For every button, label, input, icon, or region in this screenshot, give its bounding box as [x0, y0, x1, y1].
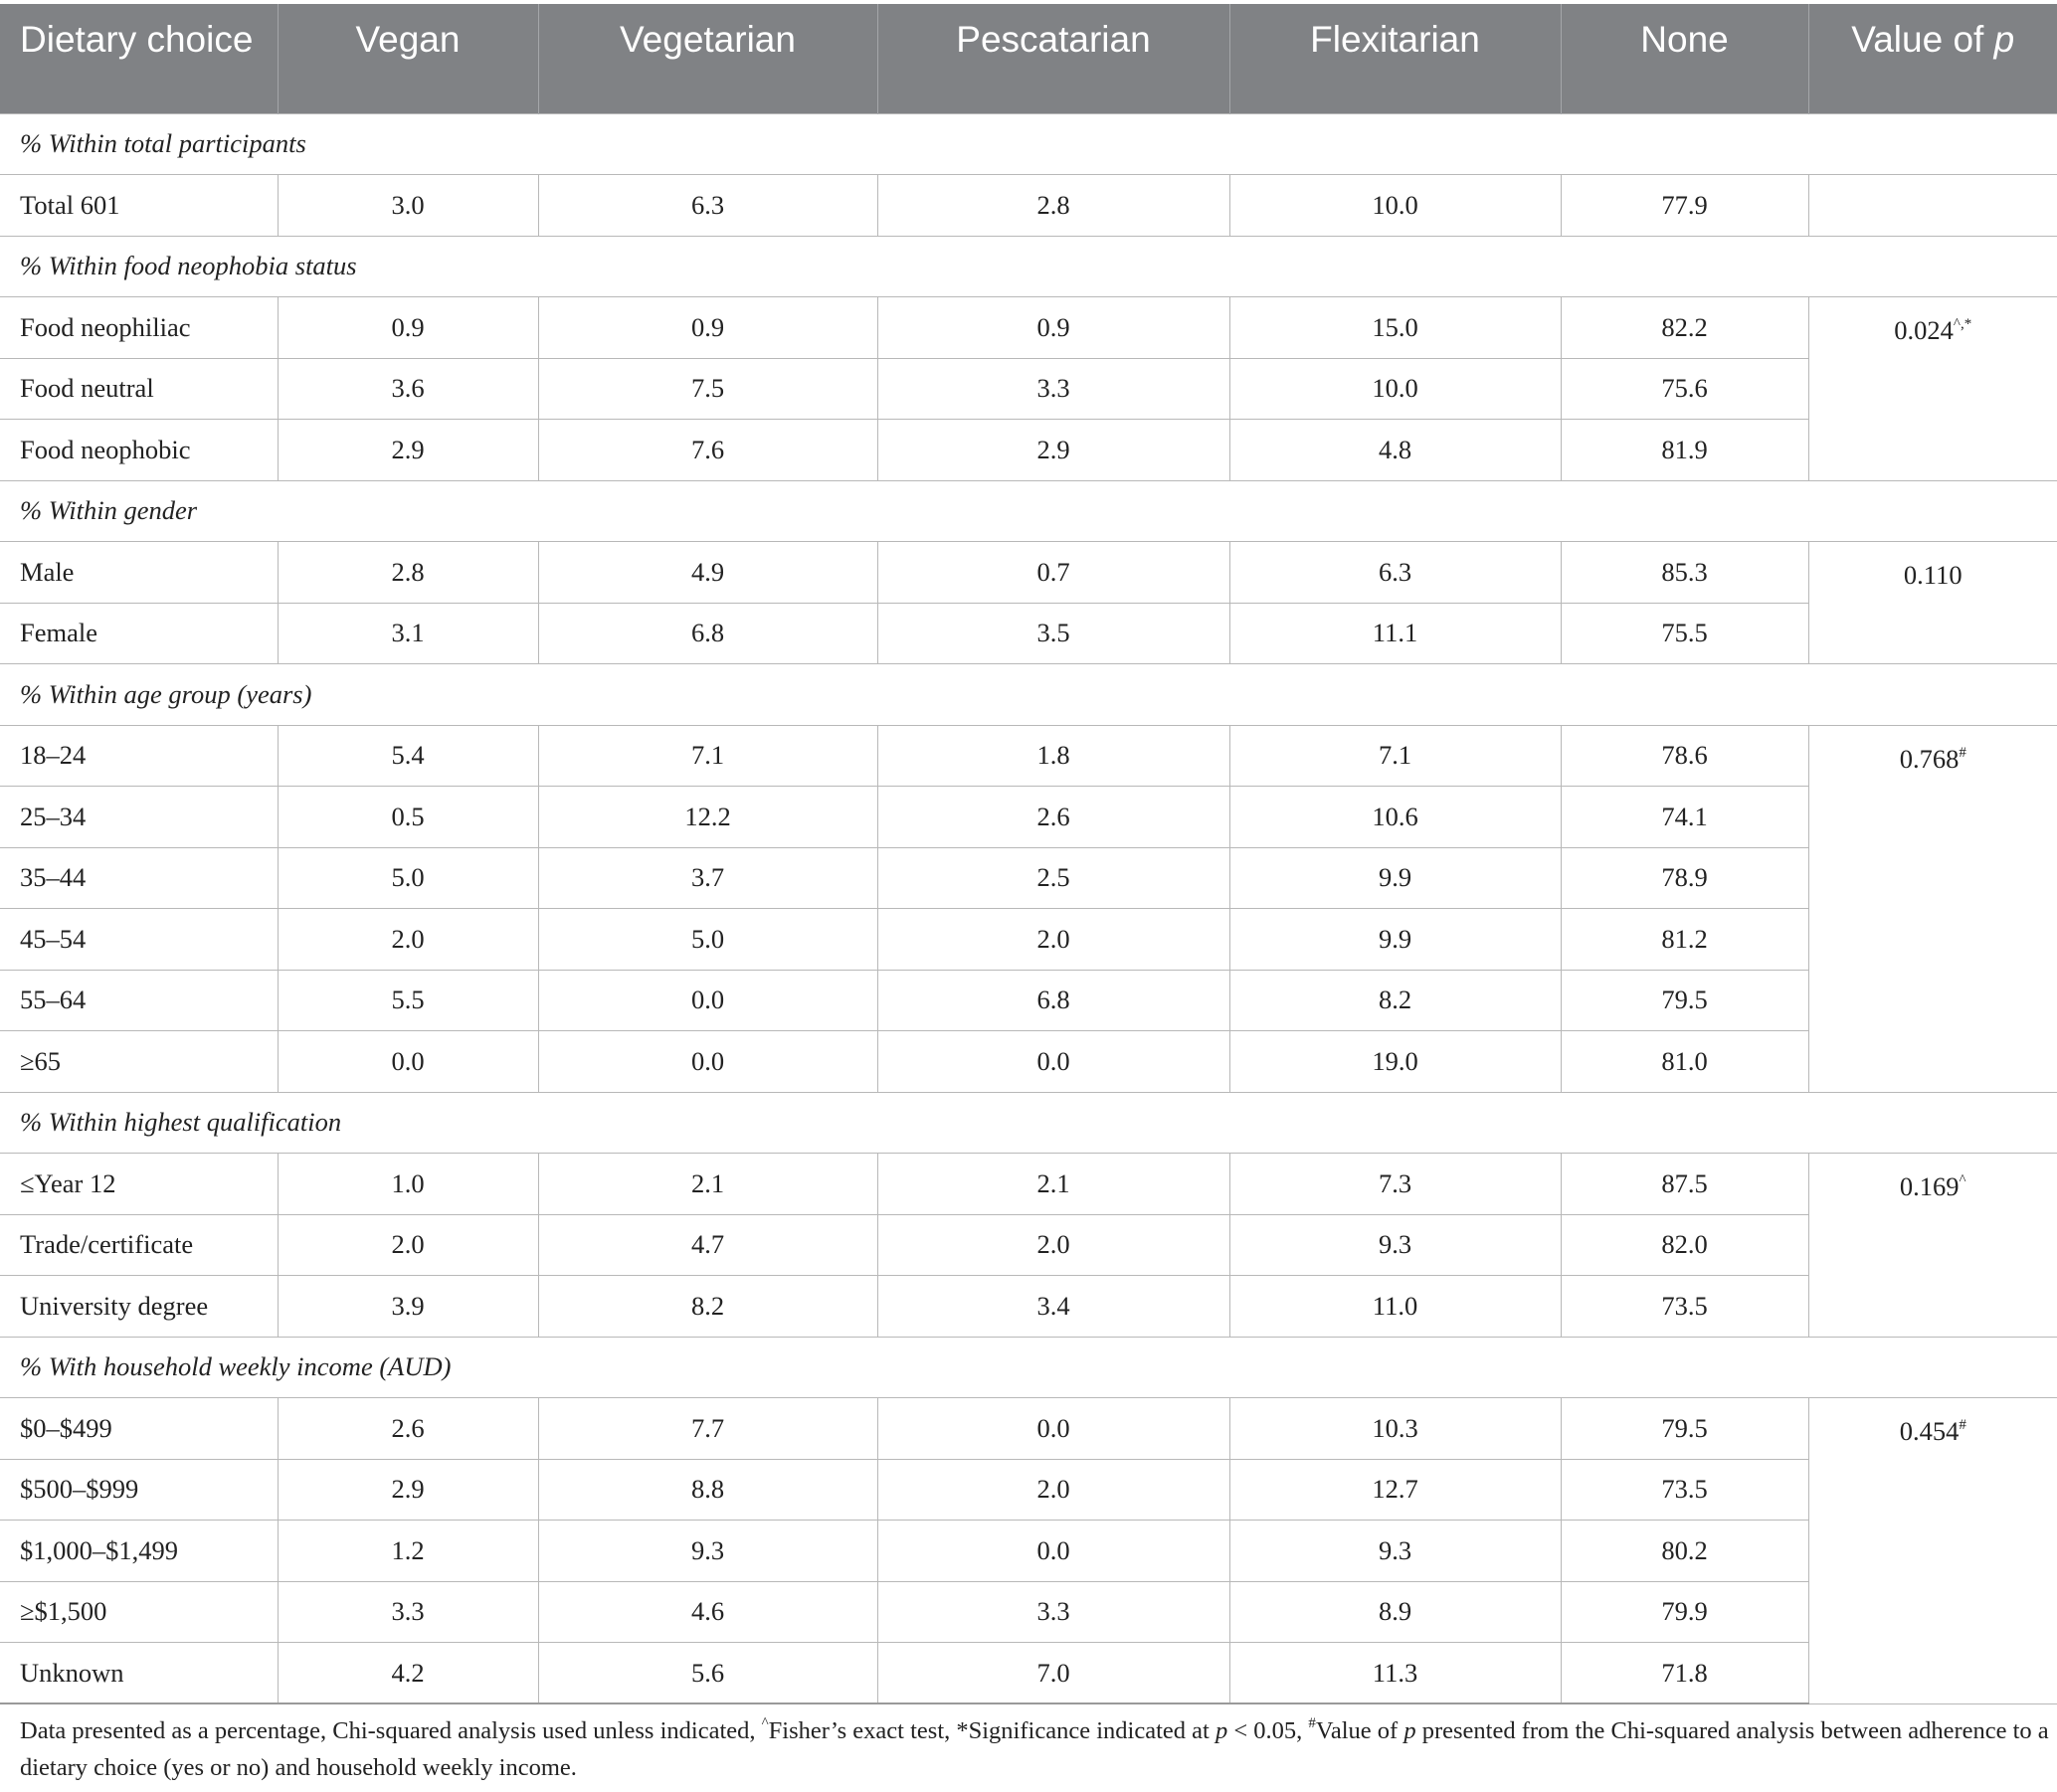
footnote-text-5: presented from the Chi-squared analysis between adherence to a dietary choice (yes or no) and household weekly income.: [20, 1717, 2049, 1781]
cell-none: 79.9: [1561, 1581, 1808, 1643]
footnote-sup-hash: #: [1308, 1715, 1316, 1731]
p-value-cell: [1808, 297, 2057, 481]
cell-pescatarian: 7.0: [877, 1643, 1229, 1704]
cell-pescatarian: 2.6: [877, 787, 1229, 848]
table-body: [0, 113, 2057, 1703]
row-label: ≥$1,500: [0, 1581, 278, 1643]
p-value-marker: ^: [1959, 1172, 1966, 1188]
cell-pescatarian: 3.3: [877, 1581, 1229, 1643]
cell-vegan: 2.9: [278, 1459, 538, 1521]
cell-pescatarian: 0.0: [877, 1521, 1229, 1582]
section-row: [0, 664, 2057, 726]
cell-vegan: 3.1: [278, 603, 538, 664]
row-label: $1,000–$1,499: [0, 1521, 278, 1582]
row-label: 55–64: [0, 970, 278, 1031]
cell-pescatarian: 6.8: [877, 970, 1229, 1031]
cell-flexitarian: 12.7: [1229, 1459, 1561, 1521]
cell-vegetarian: 6.8: [538, 603, 877, 664]
section-row: [0, 236, 2057, 297]
header-p-prefix: Value of: [1851, 19, 1994, 60]
footnote-text-4: Value of: [1315, 1717, 1404, 1744]
row-label: Food neutral: [0, 358, 278, 420]
header-p-value: [1808, 4, 2057, 113]
cell-flexitarian: 11.1: [1229, 603, 1561, 664]
table-row: [0, 542, 2057, 604]
p-value-marker: #: [1959, 1417, 1966, 1433]
p-value: 0.768: [1899, 743, 1960, 774]
row-label: Food neophobic: [0, 420, 278, 481]
cell-vegan: 3.6: [278, 358, 538, 420]
row-label: Male: [0, 542, 278, 604]
cell-vegan: 0.9: [278, 297, 538, 359]
row-label: Total 601: [0, 175, 278, 237]
cell-vegan: 2.0: [278, 909, 538, 971]
table-row: [0, 420, 2057, 481]
cell-none: 81.0: [1561, 1031, 1808, 1093]
table-row: [0, 358, 2057, 420]
cell-none: 87.5: [1561, 1154, 1808, 1215]
p-value: 0.024: [1894, 315, 1954, 345]
cell-flexitarian: 10.3: [1229, 1398, 1561, 1460]
cell-none: 75.6: [1561, 358, 1808, 420]
cell-vegetarian: 4.6: [538, 1581, 877, 1643]
row-label: 18–24: [0, 725, 278, 787]
cell-pescatarian: 2.0: [877, 1459, 1229, 1521]
cell-none: 78.9: [1561, 847, 1808, 909]
footnote-sup-caret: ^: [761, 1715, 769, 1731]
p-value: 0.169: [1899, 1171, 1960, 1201]
cell-vegan: 5.5: [278, 970, 538, 1031]
cell-pescatarian: 0.0: [877, 1031, 1229, 1093]
cell-vegetarian: 8.2: [538, 1276, 877, 1338]
cell-none: 82.0: [1561, 1214, 1808, 1276]
cell-none: 75.5: [1561, 603, 1808, 664]
cell-flexitarian: 9.3: [1229, 1214, 1561, 1276]
section-title: % With household weekly income (AUD): [0, 1337, 2057, 1398]
cell-vegetarian: 0.9: [538, 297, 877, 359]
table-row: [0, 1214, 2057, 1276]
cell-pescatarian: 3.3: [877, 358, 1229, 420]
p-value: 0.110: [1903, 560, 1963, 590]
row-label: 35–44: [0, 847, 278, 909]
cell-pescatarian: 2.5: [877, 847, 1229, 909]
cell-vegan: 5.4: [278, 725, 538, 787]
section-row: [0, 113, 2057, 175]
table-row: [0, 1459, 2057, 1521]
row-label: 25–34: [0, 787, 278, 848]
cell-none: 74.1: [1561, 787, 1808, 848]
cell-vegan: 3.0: [278, 175, 538, 237]
cell-vegan: 2.8: [278, 542, 538, 604]
cell-flexitarian: 6.3: [1229, 542, 1561, 604]
cell-none: 71.8: [1561, 1643, 1808, 1704]
cell-vegan: 3.3: [278, 1581, 538, 1643]
cell-pescatarian: 2.8: [877, 175, 1229, 237]
cell-flexitarian: 7.1: [1229, 725, 1561, 787]
cell-none: 80.2: [1561, 1521, 1808, 1582]
table-row: [0, 970, 2057, 1031]
section-title: % Within gender: [0, 480, 2057, 542]
row-label: 45–54: [0, 909, 278, 971]
header-p-symbol: p: [1993, 19, 2015, 60]
cell-flexitarian: 8.9: [1229, 1581, 1561, 1643]
table-row: [0, 1031, 2057, 1093]
p-value-cell: [1808, 175, 2057, 237]
row-label: Female: [0, 603, 278, 664]
cell-vegan: 1.0: [278, 1154, 538, 1215]
cell-pescatarian: 2.9: [877, 420, 1229, 481]
table-row: [0, 1581, 2057, 1643]
cell-pescatarian: 0.7: [877, 542, 1229, 604]
cell-flexitarian: 15.0: [1229, 297, 1561, 359]
section-title: % Within age group (years): [0, 664, 2057, 726]
header-dietary-choice: Dietary choice: [0, 4, 278, 113]
cell-vegetarian: 7.6: [538, 420, 877, 481]
row-label: $0–$499: [0, 1398, 278, 1460]
cell-none: 78.6: [1561, 725, 1808, 787]
p-value: 0.454: [1899, 1416, 1960, 1446]
footnote-text-3: < 0.05,: [1227, 1717, 1309, 1744]
data-table: [0, 4, 2057, 1704]
cell-vegan: 0.0: [278, 1031, 538, 1093]
cell-pescatarian: 3.5: [877, 603, 1229, 664]
cell-vegan: 5.0: [278, 847, 538, 909]
table-row: [0, 847, 2057, 909]
cell-pescatarian: 2.0: [877, 909, 1229, 971]
table-row: [0, 1398, 2057, 1460]
cell-none: 77.9: [1561, 175, 1808, 237]
table-row: [0, 1643, 2057, 1704]
cell-vegetarian: 5.0: [538, 909, 877, 971]
cell-vegetarian: 7.1: [538, 725, 877, 787]
cell-pescatarian: 2.0: [877, 1214, 1229, 1276]
cell-none: 82.2: [1561, 297, 1808, 359]
cell-flexitarian: 11.3: [1229, 1643, 1561, 1704]
section-title: % Within total participants: [0, 113, 2057, 175]
header-vegan: Vegan: [278, 4, 538, 113]
cell-flexitarian: 10.6: [1229, 787, 1561, 848]
cell-vegan: 2.0: [278, 1214, 538, 1276]
section-row: [0, 480, 2057, 542]
row-label: Food neophiliac: [0, 297, 278, 359]
table-footnote: [20, 1712, 2049, 1786]
footnote-text-1: Data presented as a percentage, Chi-squared analysis used unless indicated,: [20, 1717, 762, 1744]
table-row: [0, 1276, 2057, 1338]
cell-vegetarian: 4.7: [538, 1214, 877, 1276]
cell-vegan: 0.5: [278, 787, 538, 848]
cell-pescatarian: 0.9: [877, 297, 1229, 359]
table-row: [0, 1521, 2057, 1582]
cell-flexitarian: 4.8: [1229, 420, 1561, 481]
row-label: $500–$999: [0, 1459, 278, 1521]
cell-vegetarian: 2.1: [538, 1154, 877, 1215]
cell-vegetarian: 12.2: [538, 787, 877, 848]
cell-pescatarian: 2.1: [877, 1154, 1229, 1215]
section-row: [0, 1337, 2057, 1398]
cell-vegetarian: 0.0: [538, 1031, 877, 1093]
cell-vegetarian: 5.6: [538, 1643, 877, 1704]
cell-none: 73.5: [1561, 1459, 1808, 1521]
cell-flexitarian: 9.9: [1229, 847, 1561, 909]
table-row: [0, 297, 2057, 359]
cell-flexitarian: 19.0: [1229, 1031, 1561, 1093]
header-row: [0, 4, 2057, 113]
cell-none: 85.3: [1561, 542, 1808, 604]
cell-vegetarian: 7.5: [538, 358, 877, 420]
p-value-cell: [1808, 1154, 2057, 1338]
cell-vegetarian: 9.3: [538, 1521, 877, 1582]
cell-flexitarian: 7.3: [1229, 1154, 1561, 1215]
cell-vegetarian: 0.0: [538, 970, 877, 1031]
cell-flexitarian: 10.0: [1229, 175, 1561, 237]
section-title: % Within highest qualification: [0, 1092, 2057, 1154]
row-label: ≥65: [0, 1031, 278, 1093]
cell-none: 81.2: [1561, 909, 1808, 971]
cell-none: 79.5: [1561, 1398, 1808, 1460]
section-row: [0, 1092, 2057, 1154]
cell-flexitarian: 11.0: [1229, 1276, 1561, 1338]
cell-vegan: 4.2: [278, 1643, 538, 1704]
section-title: % Within food neophobia status: [0, 236, 2057, 297]
header-vegetarian: Vegetarian: [538, 4, 877, 113]
table-row: [0, 175, 2057, 237]
row-label: Trade/certificate: [0, 1214, 278, 1276]
cell-pescatarian: 0.0: [877, 1398, 1229, 1460]
cell-pescatarian: 1.8: [877, 725, 1229, 787]
footnote-text-2: Fisher’s exact test, *Significance indicated at: [768, 1717, 1216, 1744]
table-row: [0, 725, 2057, 787]
cell-flexitarian: 9.9: [1229, 909, 1561, 971]
cell-vegan: 3.9: [278, 1276, 538, 1338]
cell-vegetarian: 7.7: [538, 1398, 877, 1460]
cell-none: 79.5: [1561, 970, 1808, 1031]
table-row: [0, 603, 2057, 664]
p-value-marker: ^,*: [1953, 316, 1972, 332]
p-value-cell: [1808, 1398, 2057, 1704]
table-row: [0, 1154, 2057, 1215]
cell-vegetarian: 8.8: [538, 1459, 877, 1521]
footnote-p-symbol-2: p: [1403, 1717, 1416, 1744]
footnote-p-symbol-1: p: [1215, 1717, 1228, 1744]
row-label: University degree: [0, 1276, 278, 1338]
cell-flexitarian: 10.0: [1229, 358, 1561, 420]
cell-vegetarian: 4.9: [538, 542, 877, 604]
p-value-marker: #: [1959, 744, 1966, 761]
p-value-cell: [1808, 725, 2057, 1092]
table-row: [0, 787, 2057, 848]
cell-vegan: 2.9: [278, 420, 538, 481]
header-flexitarian: Flexitarian: [1229, 4, 1561, 113]
cell-vegan: 2.6: [278, 1398, 538, 1460]
row-label: Unknown: [0, 1643, 278, 1704]
header-pescatarian: Pescatarian: [877, 4, 1229, 113]
cell-vegetarian: 6.3: [538, 175, 877, 237]
cell-flexitarian: 9.3: [1229, 1521, 1561, 1582]
row-label: ≤Year 12: [0, 1154, 278, 1215]
cell-flexitarian: 8.2: [1229, 970, 1561, 1031]
cell-pescatarian: 3.4: [877, 1276, 1229, 1338]
cell-vegetarian: 3.7: [538, 847, 877, 909]
p-value-cell: [1808, 542, 2057, 664]
cell-none: 73.5: [1561, 1276, 1808, 1338]
cell-vegan: 1.2: [278, 1521, 538, 1582]
table-row: [0, 909, 2057, 971]
cell-none: 81.9: [1561, 420, 1808, 481]
header-none: None: [1561, 4, 1808, 113]
